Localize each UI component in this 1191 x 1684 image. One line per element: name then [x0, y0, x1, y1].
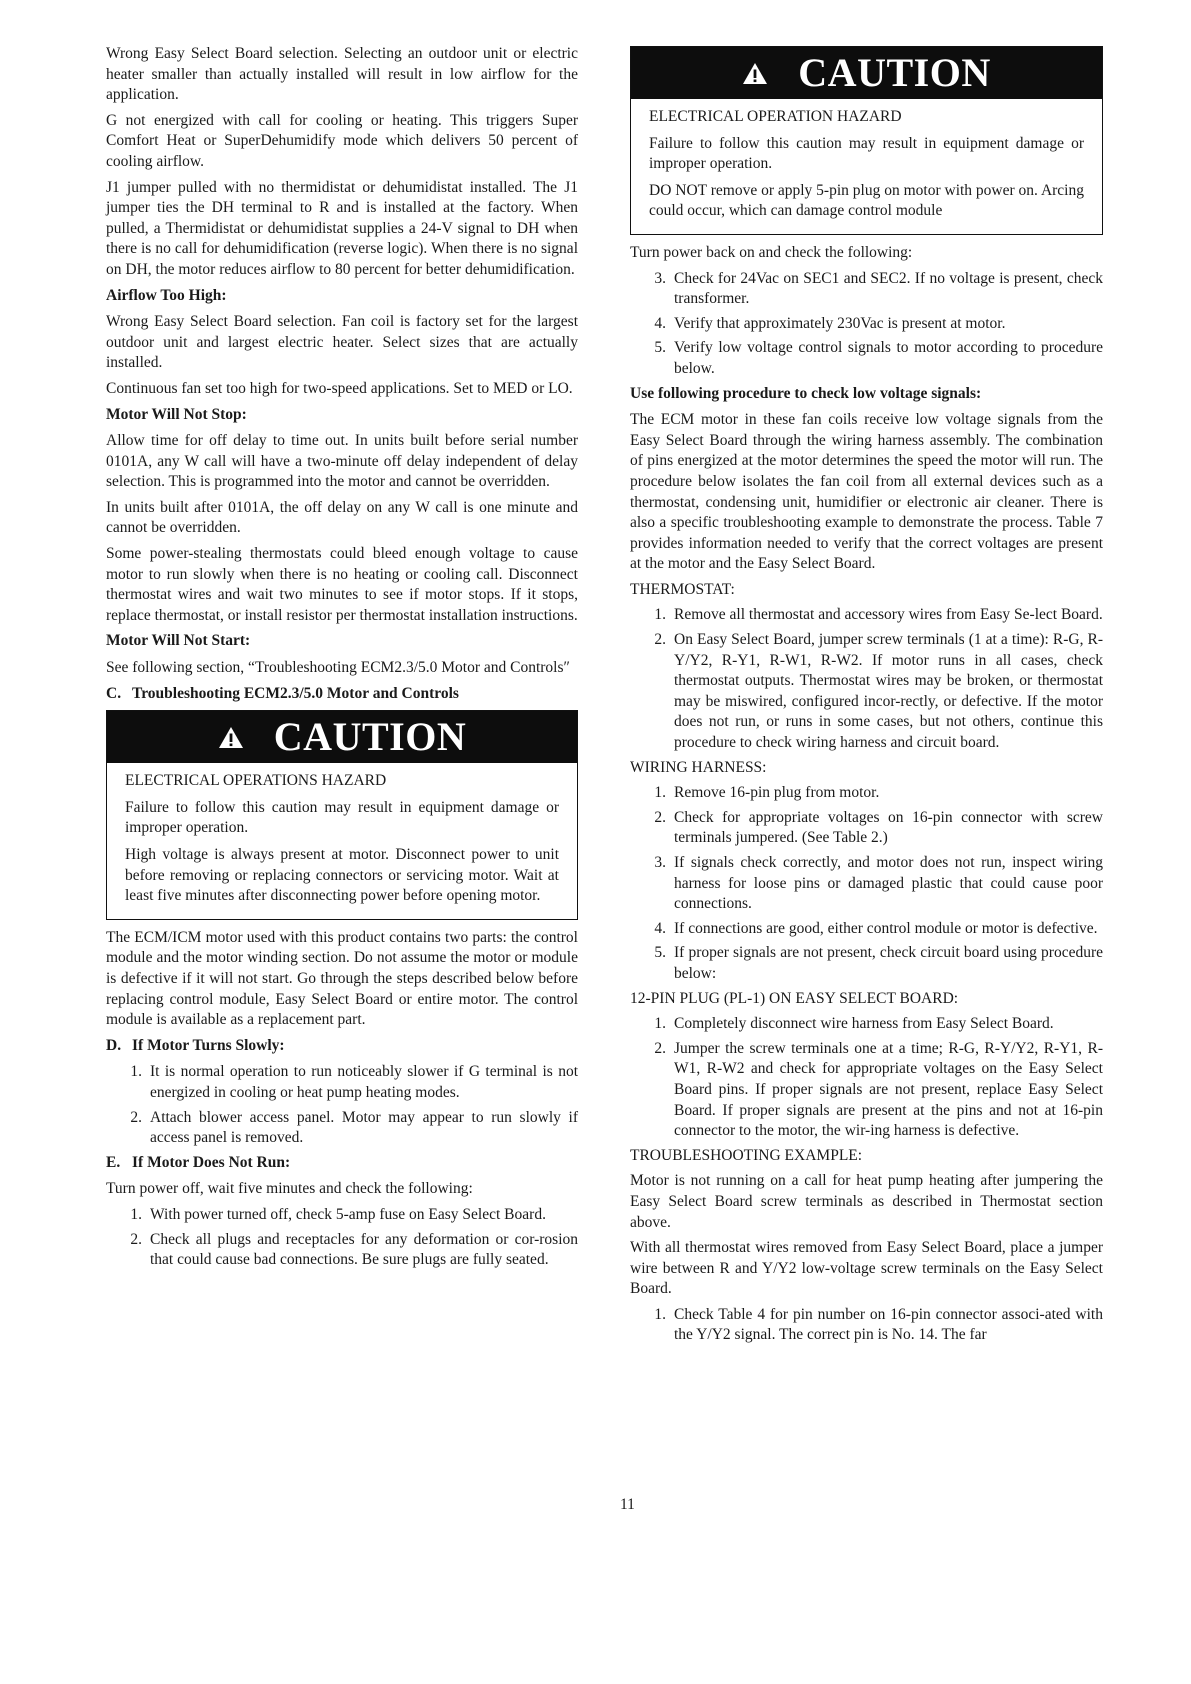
section-letter: D. [106, 1036, 122, 1054]
paragraph: See following section, “Troubleshooting ECM2.3/5.0 Motor and Controls″ [106, 659, 570, 677]
list-item: 2. Check for appropriate voltages on 16-pin connector with screw terminals jumpered. (See Table 2.) [654, 808, 1103, 847]
procedure-heading: Use following procedure to check low voltage signals: [630, 384, 982, 402]
section-letter: C. [106, 684, 122, 702]
paragraph: The ECM/ICM motor used with this product contains two parts: the control module and the motor winding section. Do not assume the motor or module is defective if it will not start. Go through the steps described below before replacing control module, Easy Select Board or entire motor. The control module is available as a replacement part. [106, 928, 578, 1029]
caution-text: High voltage is always present at motor. Disconnect power to unit before removing or replacing connectors or servicing motor. Wait at least five minutes after disconnecting power before opening motor. [125, 846, 559, 905]
list-item: 3. Check for 24Vac on SEC1 and SEC2. If no voltage is present, check transformer. [654, 269, 1103, 308]
paragraph: Some power-stealing thermostats could bleed enough voltage to cause motor to run slowly when there is no heating or cooling call. Disconnect thermostat wires and wait two minutes to see if motor stops. If it stops, replace thermostat, or install resistor per thermostat installation instructions. [106, 545, 578, 624]
caution-banner [631, 47, 1102, 99]
list-item: 2. On Easy Select Board, jumper screw terminals (1 at a time): R-G, R-Y/Y2, R-Y1, R-W1, R-W2. If motor runs in all cases, check thermostat outputs. Thermostat wires may be broken, or thermostat may be miswired, configured incor-rectly, or defective. If the motor does not run, or runs in some cases, but not others, continue this procedure to check wiring harness and circuit board. [654, 631, 1103, 752]
caution-body [107, 763, 577, 919]
caution-body [631, 99, 1102, 234]
paragraph: The ECM motor in these fan coils receive low voltage signals from the Easy Select Board through the wiring harness assembly. The combination of pins energized at the motor determines the speed the motor will run. The procedure below isolates the fan coil from all external devices such as a thermostat, condensing unit, humidifier or electronic air cleaner. There is also a specific troubleshooting example to demonstrate the process. Table 7 provides information needed to verify that the correct voltages are present at the motor and the Easy Select Board. [630, 411, 1103, 573]
power-check-list [630, 269, 1103, 380]
hazard-title: ELECTRICAL OPERATION HAZARD [649, 108, 902, 125]
caution-text: DO NOT remove or apply 5-pin plug on motor with power on. Arcing could occur, which can damage control module [649, 181, 1084, 220]
caution-title: CAUTION [273, 713, 467, 759]
motor-will-not-stop-heading: Motor Will Not Stop: [106, 405, 247, 423]
paragraph: Turn power back on and check the following: [630, 243, 913, 261]
paragraph: Allow time for off delay to time out. In units built before serial number 0101A, any W call will have a two-minute off delay independent of delay selection. This is programmed into the motor and cannot be overridden. [106, 432, 578, 491]
twelve-pin-plug-heading: 12-PIN PLUG (PL-1) ON EASY SELECT BOARD: [630, 989, 959, 1007]
airflow-too-high-heading: Airflow Too High: [106, 286, 227, 304]
paragraph: G not energized with call for cooling or heating. This triggers Super Comfort Heat or SuperDehumidify mode which delivers 50 percent of cooling airflow. [106, 111, 578, 170]
caution-text: Failure to follow this caution may result in equipment damage or improper operation. [125, 798, 559, 837]
section-title: If Motor Turns Slowly: [132, 1036, 285, 1054]
wiring-harness-list [630, 783, 1103, 984]
paragraph: J1 jumper pulled with no thermidistat or dehumidistat installed. The J1 jumper ties the DH terminal to R and is installed at the factory. When pulled, a Thermidistat or dehumidistat supplies a 24-V signal to DH when there is no call for dehumidification (reverse logic). When there is no signal on DH, the motor reduces airflow to 80 percent for better dehumidification. [106, 178, 578, 278]
thermostat-heading: THERMOSTAT: [630, 580, 735, 598]
warning-triangle-icon [218, 726, 244, 749]
list-item: 2. Jumper the screw terminals one at a time; R-G, R-Y/Y2, R-Y1, R-W1, R-W2 and check for appropriate voltages on the Easy Select Board pins. If proper signals are not present, replace Easy Select Board. If proper signals are present at the pins and not at 16-pin connector to the motor, the wir-ing harness is defective. [654, 1039, 1103, 1140]
caution-banner [107, 711, 577, 763]
caution-box [106, 710, 578, 920]
paragraph: Turn power off, wait five minutes and check the following: [106, 1180, 473, 1198]
motor-turns-slowly-list [106, 1062, 578, 1148]
list-item: 5. If proper signals are not present, check circuit board using procedure below: [654, 944, 1103, 982]
wiring-harness-heading: WIRING HARNESS: [630, 758, 767, 776]
list-item: 1. Check Table 4 for pin number on 16-pin connector associ-ated with the Y/Y2 signal. The correct pin is No. 14. The far [654, 1305, 1103, 1344]
list-item: 2. Attach blower access panel. Motor may appear to run slowly if access panel is removed. [130, 1108, 578, 1147]
section-d-heading [106, 1036, 578, 1057]
motor-will-not-start-heading: Motor Will Not Start: [106, 632, 251, 650]
list-item: 4. Verify that approximately 230Vac is present at motor. [654, 314, 1006, 332]
section-title: Troubleshooting ECM2.3/5.0 Motor and Controls [132, 684, 459, 702]
section-title: If Motor Does Not Run: [132, 1153, 291, 1171]
section-e-heading [106, 1153, 578, 1174]
list-item: 2. Check all plugs and receptacles for any deformation or cor-rosion that could cause bad connections. Be sure plugs are fully seated. [130, 1230, 578, 1269]
page-number: 11 [620, 1496, 635, 1513]
warning-triangle-icon [742, 62, 768, 85]
paragraph: Wrong Easy Select Board selection. Selecting an outdoor unit or electric heater smaller than actually installed will result in low airflow for the application. [106, 45, 578, 104]
paragraph: With all thermostat wires removed from Easy Select Board, place a jumper wire between R and Y/Y2 low-voltage screw terminals on the Easy Select Board. [630, 1239, 1103, 1298]
right-column [630, 44, 1103, 1350]
left-column [106, 44, 578, 1275]
list-item: 1. Completely disconnect wire harness from Easy Select Board. [654, 1015, 1054, 1033]
motor-does-not-run-list [106, 1205, 578, 1271]
paragraph: In units built after 0101A, the off delay on any W call is one minute and cannot be overridden. [106, 498, 578, 537]
hazard-title: ELECTRICAL OPERATIONS HAZARD [125, 772, 387, 790]
section-letter: E. [106, 1153, 121, 1171]
list-item: 1. Remove all thermostat and accessory wires from Easy Se-lect Board. [654, 606, 1103, 624]
troubleshooting-example-heading: TROUBLESHOOTING EXAMPLE: [630, 1146, 863, 1164]
list-item: 3. If signals check correctly, and motor does not run, inspect wiring harness for loose pins or damaged plastic that could cause poor connections. [654, 854, 1103, 913]
section-c-heading [106, 684, 578, 705]
list-item: 5. Verify low voltage control signals to motor according to procedure below. [654, 339, 1103, 377]
list-item: 1. It is normal operation to run noticeably slower if G terminal is not energized in cooling or heat pump heating modes. [130, 1063, 578, 1101]
caution-box [630, 46, 1103, 235]
twelve-pin-plug-list [630, 1014, 1103, 1142]
list-item: 4. If connections are good, either control module or motor is defective. [654, 919, 1098, 937]
paragraph: Motor is not running on a call for heat pump heating after jumpering the Easy Select Board screw terminals as described in Thermostat section above. [630, 1172, 1103, 1231]
paragraph: Continuous fan set too high for two-speed applications. Set to MED or LO. [106, 379, 573, 397]
caution-text: Failure to follow this caution may result in equipment damage or improper operation. [649, 134, 1084, 173]
paragraph: Wrong Easy Select Board selection. Fan coil is factory set for the largest outdoor unit and largest electric heater. Select sizes that are actually installed. [106, 313, 578, 372]
list-item: 1. With power turned off, check 5-amp fuse on Easy Select Board. [130, 1205, 546, 1223]
list-item: 1. Remove 16-pin plug from motor. [654, 784, 880, 802]
thermostat-list [630, 605, 1103, 753]
caution-title: CAUTION [798, 49, 991, 95]
troubleshooting-example-list [630, 1305, 1103, 1346]
